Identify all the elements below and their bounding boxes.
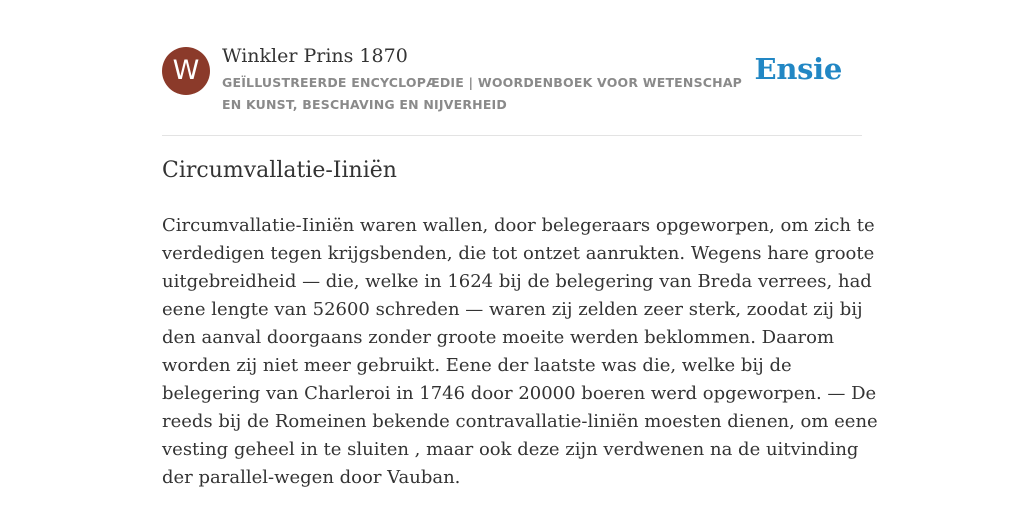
source-title[interactable]: Winkler Prins 1870: [222, 45, 408, 67]
header-divider: [162, 135, 862, 136]
ensie-logo[interactable]: Ensie: [754, 52, 842, 86]
source-avatar[interactable]: W: [162, 47, 210, 95]
article-body: Circumvallatie-Iiniën waren wallen, door belegeraars opgeworpen, om zich te verdedigen tegen krijgsbenden, die tot ontzet aanrukten. Wegens hare groote uitgebreidheid — die, welke in 1624 bij de belegering van Breda verrees, had eene lengte van 52600 schreden — waren zij zelden zeer sterk, zoodat zij bij den aanval doorgaans zonder groote moeite werden beklommen. Daarom worden zij niet meer gebruikt. Eene der laatste was die, welke bij de belegering van Charleroi in 1746 door 20000 boeren werd opgeworpen. — De reeds bij de Romeinen bekende contravallatie-liniën moesten dienen, om eene vesting geheel in te sluiten , maar ook deze zijn verdwenen na de uitvinding der parallel-wegen door Vauban.: [162, 215, 878, 488]
article-title: Circumvallatie-Iiniën: [162, 158, 397, 183]
source-header: [162, 44, 862, 136]
source-subtitle: GEÏLLUSTREERDE ENCYCLOPÆDIE | WOORDENBOEK VOOR WETENSCHAP EN KUNST, BESCHAVING EN NIJVERHEID: [222, 75, 743, 112]
